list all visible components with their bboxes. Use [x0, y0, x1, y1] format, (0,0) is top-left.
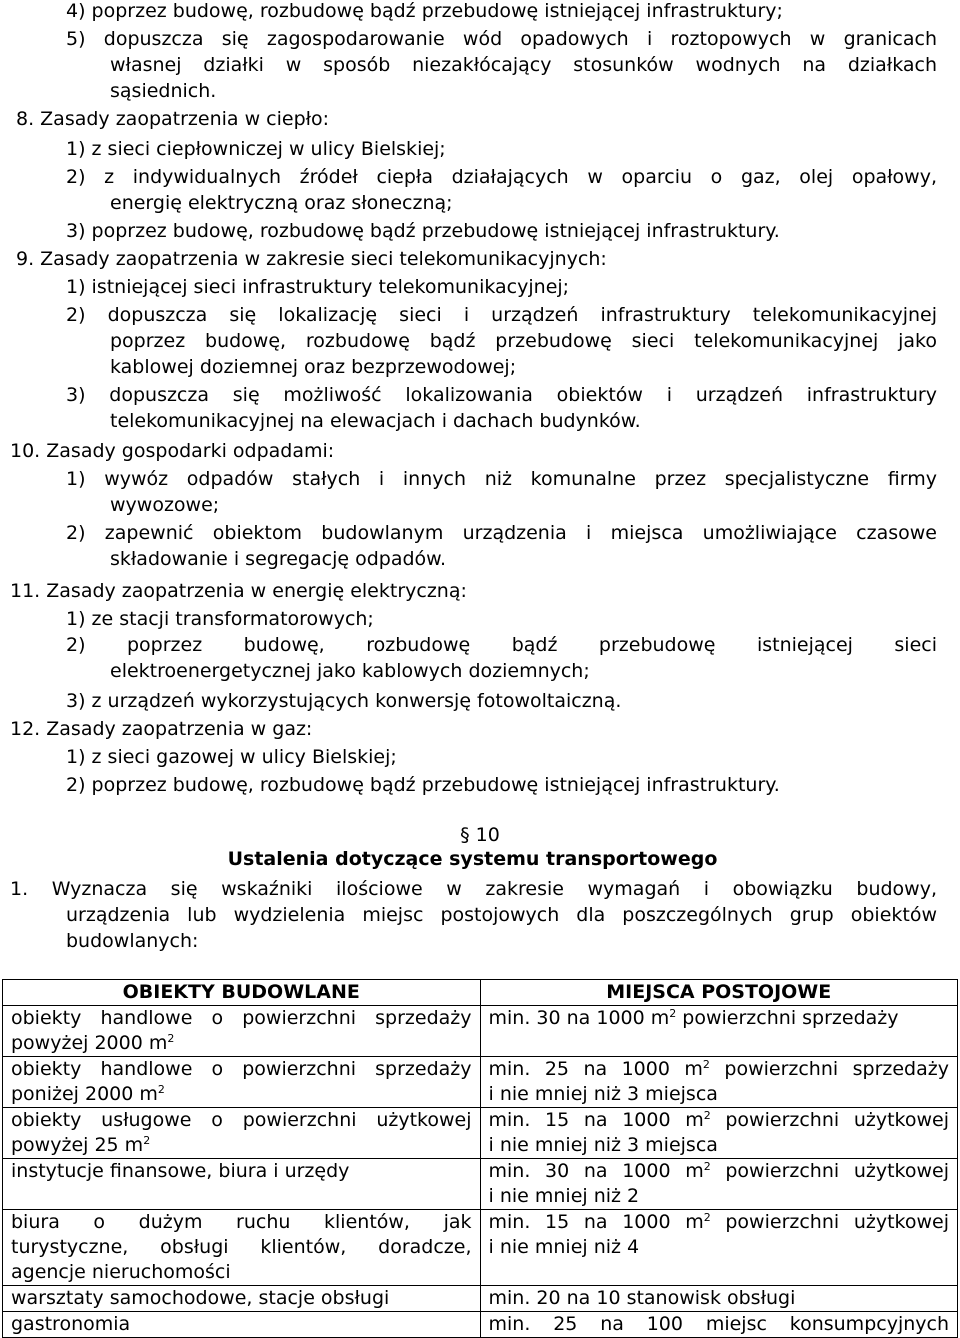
- list-item-continuation: elektroenergetycznej jako kablowych doziemnych;: [110, 660, 590, 682]
- column-header-parking: MIEJSCA POSTOJOWE: [480, 980, 958, 1006]
- list-item: 1) ze stacji transformatorowych;: [66, 608, 374, 630]
- list-item: 2) poprzez budowę, rozbudowę bądź przebudowę istniejącej sieci: [66, 634, 937, 656]
- list-item: 3) poprzez budowę, rozbudowę bądź przebudowę istniejącej infrastruktury.: [66, 220, 780, 242]
- section-heading: 10. Zasady gospodarki odpadami:: [10, 440, 335, 462]
- paragraph-text: urządzenia lub wydzielenia miejsc postojowych dla poszczególnych grup obiektów: [66, 904, 937, 926]
- table-cell-object: gastronomia: [3, 1312, 481, 1338]
- paragraph-number: § 10: [460, 824, 500, 846]
- list-item: 2) dopuszcza się lokalizację sieci i urządzeń infrastruktury telekomunikacyjnej: [66, 304, 937, 326]
- list-item-continuation: energię elektryczną oraz słoneczną;: [110, 192, 453, 214]
- table-row: [3, 1210, 958, 1286]
- paragraph-text: 1. Wyznacza się wskaźniki ilościowe w zakresie wymagań i obowiązku budowy,: [10, 878, 937, 900]
- column-header-objects: OBIEKTY BUDOWLANE: [3, 980, 481, 1006]
- table-cell-parking: min. 30 na 1000 $m^2$ powierzchni sprzedaży: [480, 1006, 958, 1057]
- table-cell-object: instytucje finansowe, biura i urzędy: [3, 1159, 481, 1210]
- table-cell-object: obiekty handlowe o powierzchni sprzedaży poniżej 2000 $m^2$: [3, 1057, 481, 1108]
- paragraph-title: Ustalenia dotyczące systemu transportowego: [227, 848, 718, 870]
- table-header-row: [3, 980, 958, 1006]
- section-heading: 12. Zasady zaopatrzenia w gaz:: [10, 718, 313, 740]
- list-item-continuation: składowanie i segregację odpadów.: [110, 548, 446, 570]
- table-row: [3, 1108, 958, 1159]
- list-item-continuation: sąsiednich.: [110, 80, 217, 102]
- table-row: [3, 1057, 958, 1108]
- list-item-continuation: kablowej doziemnej oraz bezprzewodowej;: [110, 356, 517, 378]
- list-item: 1) istniejącej sieci infrastruktury telekomunikacyjnej;: [66, 276, 570, 298]
- table-cell-object: obiekty usługowe o powierzchni użytkowej powyżej 25 $m^2$: [3, 1108, 481, 1159]
- list-item-continuation: wywozowe;: [110, 494, 220, 516]
- table-cell-parking: min. 15 na 1000 $m^2$ powierzchni użytkowej i nie mniej niż 4: [480, 1210, 958, 1286]
- table-cell-parking: min. 30 na 1000 $m^2$ powierzchni użytkowej i nie mniej niż 2: [480, 1159, 958, 1210]
- table-cell-parking: min. 25 na 100 miejsc konsumpcyjnych: [480, 1312, 958, 1338]
- list-item: 2) z indywidualnych źródeł ciepła działających w oparciu o gaz, olej opałowy,: [66, 166, 937, 188]
- table-cell-parking: min. 25 na 1000 $m^2$ powierzchni sprzedaży i nie mniej niż 3 miejsca: [480, 1057, 958, 1108]
- list-item: 4) poprzez budowę, rozbudowę bądź przebudowę istniejącej infrastruktury;: [66, 0, 783, 22]
- list-item: 1) wywóz odpadów stałych i innych niż komunalne przez specjalistyczne firmy: [66, 468, 937, 490]
- list-item: 3) z urządzeń wykorzystujących konwersję fotowoltaiczną.: [66, 690, 622, 712]
- section-heading: 8. Zasady zaopatrzenia w ciepło:: [16, 108, 330, 130]
- table-cell-parking: min. 20 na 10 stanowisk obsługi: [480, 1286, 958, 1312]
- list-item: 2) zapewnić obiektom budowlanym urządzenia i miejsca umożliwiające czasowe: [66, 522, 937, 544]
- list-item: 1) z sieci gazowej w ulicy Bielskiej;: [66, 746, 397, 768]
- table-row: [3, 1286, 958, 1312]
- section-heading: 11. Zasady zaopatrzenia w energię elektryczną:: [10, 580, 467, 602]
- table-row: [3, 1312, 958, 1338]
- list-item-continuation: telekomunikacyjnej na elewacjach i dachach budynków.: [110, 410, 641, 432]
- table-cell-object: obiekty handlowe o powierzchni sprzedaży powyżej 2000 $m^2$: [3, 1006, 481, 1057]
- list-item: 2) poprzez budowę, rozbudowę bądź przebudowę istniejącej infrastruktury.: [66, 774, 780, 796]
- section-heading: 9. Zasady zaopatrzenia w zakresie sieci telekomunikacyjnych:: [16, 248, 607, 270]
- parking-requirements-table: [2, 979, 958, 1338]
- list-item: 3) dopuszcza się możliwość lokalizowania obiektów i urządzeń infrastruktury: [66, 384, 937, 406]
- list-item: 1) z sieci ciepłowniczej w ulicy Bielskiej;: [66, 138, 446, 160]
- table-row: [3, 1006, 958, 1057]
- table-cell-object: biura o dużym ruchu klientów, jak turystyczne, obsługi klientów, doradcze, agencje nieruchomości: [3, 1210, 481, 1286]
- paragraph-text: budowlanych:: [66, 930, 199, 952]
- list-item-continuation: własnej działki w sposób niezakłócający stosunków wodnych na działkach: [110, 54, 937, 76]
- table-cell-object: warsztaty samochodowe, stacje obsługi: [3, 1286, 481, 1312]
- list-item-continuation: poprzez budowę, rozbudowę bądź przebudowę sieci telekomunikacyjnej jako: [110, 330, 937, 352]
- table-cell-parking: min. 15 na 1000 $m^2$ powierzchni użytkowej i nie mniej niż 3 miejsca: [480, 1108, 958, 1159]
- table-row: [3, 1159, 958, 1210]
- list-item: 5) dopuszcza się zagospodarowanie wód opadowych i roztopowych w granicach: [66, 28, 937, 50]
